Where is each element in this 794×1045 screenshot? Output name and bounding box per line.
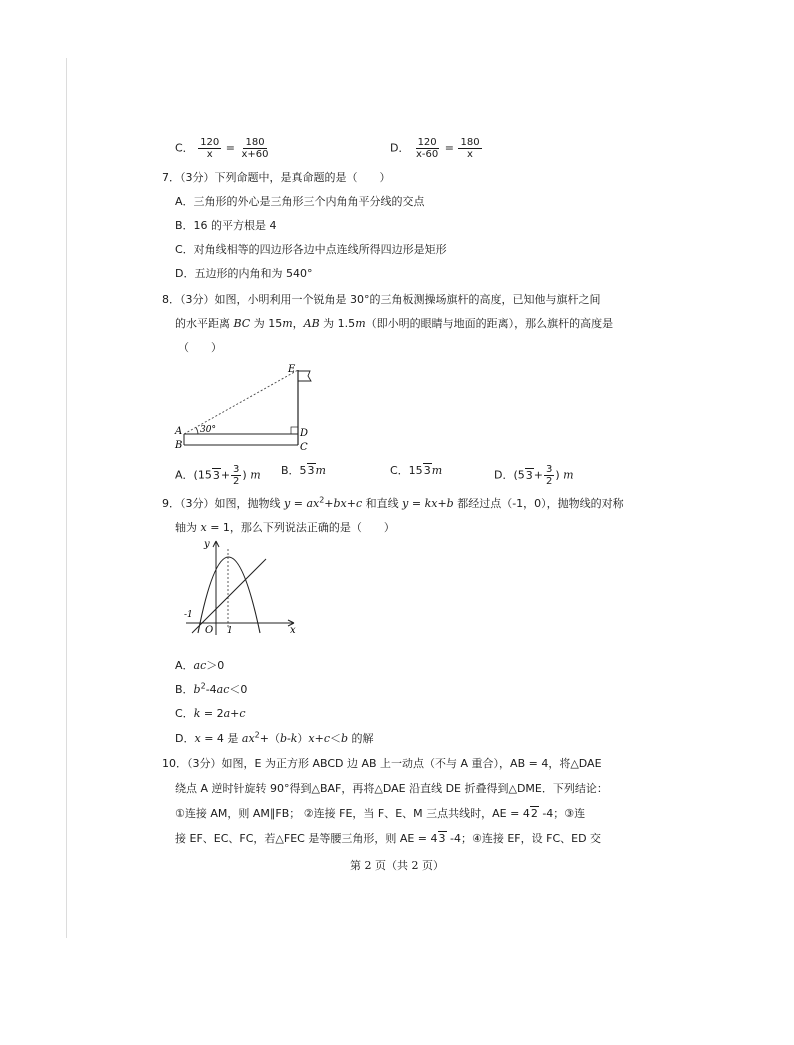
- option-label: D．: [390, 141, 410, 155]
- q8-flagpole-figure: [170, 362, 330, 454]
- q9-option-c[interactable]: C．k = 2a+c: [175, 707, 246, 720]
- q8-option-d[interactable]: D．(53+ $\frac{3}{2}$ ) m: [494, 464, 574, 487]
- flag-icon: [298, 371, 311, 381]
- q10-stem-line4: 接 EF、EC、FC，若△FEC 是等腰三角形，则 AE = 43 -4；④连接 EF，设 FC、ED 交: [175, 832, 602, 845]
- fraction: $\frac{120}{x}$: [200, 137, 220, 160]
- q8-stem-line1: 8．（3分）如图，小明利用一个锐角是 30°的三角板测操场旗杆的高度，已知他与旗杆之间: [162, 293, 601, 306]
- fraction: $\frac{180}{x+60}$: [241, 137, 269, 160]
- q7-option-b[interactable]: B．16 的平方根是 4: [175, 219, 277, 232]
- option-label: C．: [175, 141, 194, 155]
- equals: =: [444, 141, 454, 155]
- q10-stem-line3: ①连接 AM，则 AM∥FB； ②连接 FE，当 F、E、M 三点共线时，AE = 42 -4；③连: [175, 807, 586, 820]
- fraction: $\frac{180}{x}$: [460, 137, 480, 160]
- label-y: y: [204, 539, 210, 550]
- q9-option-b[interactable]: B．$b^2-4ac<0$: [175, 681, 248, 696]
- label-c: C: [300, 442, 308, 453]
- label-e: E: [288, 364, 296, 375]
- label-b: B: [175, 440, 183, 451]
- q10-stem-line1: 10．（3分）如图，E 为正方形 ABCD 边 AB 上一动点（不与 A 重合），AB = 4，将△DAE: [162, 757, 602, 770]
- q8-option-b[interactable]: B．53m: [281, 464, 326, 477]
- label-angle: 30°: [200, 425, 216, 435]
- label-d: D: [300, 428, 309, 439]
- label-origin: O: [205, 625, 214, 636]
- label-minus-one: -1: [184, 610, 193, 620]
- label-a: A: [175, 426, 183, 437]
- q9-option-a[interactable]: A．ac＞0: [175, 659, 225, 672]
- q7-option-d[interactable]: D．五边形的内角和为 540°: [175, 267, 313, 280]
- angle-arc: [196, 428, 198, 435]
- q9-parabola-figure: [180, 537, 300, 639]
- label-one: 1: [227, 626, 233, 636]
- q8-option-a[interactable]: A．(153+ $\frac{3}{2}$ ) m: [175, 464, 261, 487]
- q8-stem-line3: （ ）: [178, 341, 222, 354]
- q9-stem-line1: 9．（3分）如图，抛物线 $y = ax^2+bx+c$ 和直线 y = kx+b 都经过点（-1，0），抛物线的对称: [162, 495, 624, 510]
- fraction: $\frac{120}{x-60}$: [415, 137, 439, 160]
- q7-stem: 7．（3分）下列命题中，是真命题的是（ ）: [162, 171, 391, 184]
- q8-option-c[interactable]: C．153m: [390, 464, 443, 477]
- q10-stem-line2: 绕点 A 逆时针旋转 90°得到△BAF，再将△DAE 沿直线 DE 折叠得到△DME．下列结论：: [175, 782, 608, 795]
- page-footer: 第 2 页（共 2 页）: [350, 859, 444, 872]
- q9-stem-line2: 轴为 x = 1，那么下列说法正确的是（ ）: [175, 521, 395, 534]
- equals: =: [225, 141, 235, 155]
- q6-option-d[interactable]: [390, 137, 483, 160]
- line-y-kx-b: [192, 559, 266, 633]
- q7-option-c[interactable]: C．对角线相等的四边形各边中点连线所得四边形是矩形: [175, 243, 447, 256]
- q7-option-a[interactable]: A．三角形的外心是三角形三个内角角平分线的交点: [175, 195, 425, 208]
- q8-stem-line2: 的水平距离 BC 为 15m，AB 为 1.5m（即小明的眼睛与地面的距离），那么旗杆的高度是: [175, 317, 614, 330]
- q9-option-d[interactable]: D．x = 4 是 $ax^2+(b-k)x+c<b$ 的解: [175, 730, 374, 745]
- label-x: x: [290, 625, 296, 636]
- page-margin-line: [66, 58, 67, 938]
- parabola: [198, 557, 260, 633]
- q6-option-c[interactable]: [175, 137, 272, 160]
- right-angle-mark: [291, 427, 298, 434]
